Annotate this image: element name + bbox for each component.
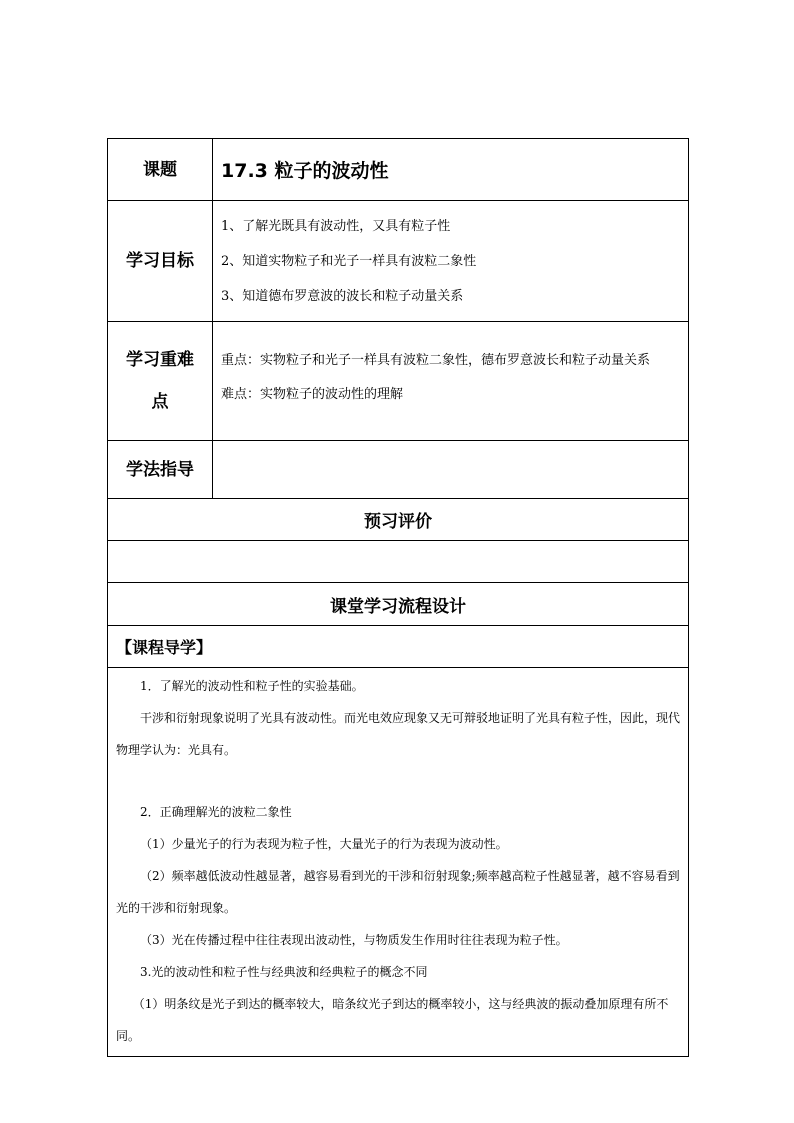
lesson-plan-table xyxy=(107,138,689,1057)
method-value xyxy=(213,441,689,499)
objectives-list xyxy=(213,201,689,322)
method-label: 学法指导 xyxy=(108,441,213,499)
paragraph: （1）明条纹是光子到达的概率较大，暗条纹光子到达的概率较小，这与经典波的振动叠加原理有所不同。 xyxy=(116,997,669,1043)
preview-content-row xyxy=(108,541,689,583)
paragraph: 1．了解光的波动性和粒子性的实验基础。 xyxy=(140,679,364,693)
paragraph: 3.光的波动性和粒子性与经典波和经典粒子的概念不同 xyxy=(140,965,428,979)
key-points-label xyxy=(108,322,213,441)
difficult-point-text: 难点：实物粒子的波动性的理解 xyxy=(221,387,404,402)
subject-row xyxy=(108,139,689,201)
spacer xyxy=(116,766,682,796)
paragraph: （2）频率越低波动性越显著，越容易看到光的干涉和衍射现象;频率越高粒子性越显著，越不容易看到光的干涉和衍射现象。 xyxy=(116,869,680,915)
guide-title: 【课程导学】 xyxy=(108,626,689,668)
preview-title: 预习评价 xyxy=(108,499,689,541)
objective-item: 1、了解光既具有波动性，又具有粒子性 xyxy=(221,218,451,234)
objectives-row xyxy=(108,201,689,322)
key-point-text: 重点：实物粒子和光子一样具有波粒二象性，德布罗意波长和粒子动量关系 xyxy=(221,353,651,368)
guide-content xyxy=(108,668,689,1057)
preview-title-row xyxy=(108,499,689,541)
method-row xyxy=(108,441,689,499)
preview-content xyxy=(108,541,689,583)
subject-label: 课题 xyxy=(108,139,213,201)
key-points-label-line1: 学习重难 xyxy=(126,350,194,370)
objective-item: 2、知道实物粒子和光子一样具有波粒二象性 xyxy=(221,253,477,269)
paragraph: （3）光在传播过程中往往表现出波动性，与物质发生作用时往往表现为粒子性。 xyxy=(140,933,568,947)
paragraph: （1）少量光子的行为表现为粒子性，大量光子的行为表现为波动性。 xyxy=(140,837,508,851)
key-points-label-line2: 点 xyxy=(151,392,169,412)
objectives-label: 学习目标 xyxy=(108,201,213,322)
paragraph: 2．正确理解光的波粒二象性 xyxy=(140,805,292,819)
key-points-row xyxy=(108,322,689,441)
subject-value: 17.3 粒子的波动性 xyxy=(213,139,689,201)
guide-title-row xyxy=(108,626,689,668)
key-points-content xyxy=(213,322,689,441)
classroom-title-row xyxy=(108,583,689,626)
paragraph: 干涉和衍射现象说明了光具有波动性。而光电效应现象又无可辩驳地证明了光具有粒子性，因此，现代物理学认为：光具有。 xyxy=(116,711,681,757)
guide-content-row xyxy=(108,668,689,1057)
objective-item: 3、知道德布罗意波的波长和粒子动量关系 xyxy=(221,288,464,304)
classroom-title: 课堂学习流程设计 xyxy=(108,583,689,626)
